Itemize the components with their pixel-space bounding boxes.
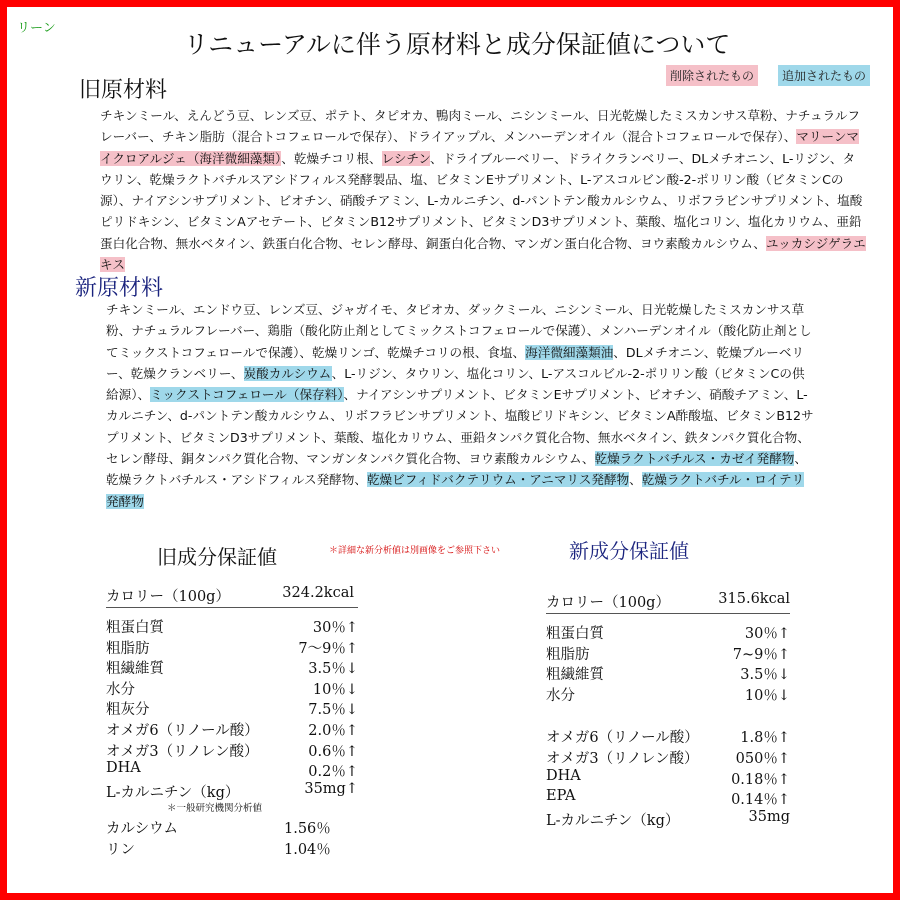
analysis-row [546, 684, 790, 705]
analysis-row [106, 657, 358, 678]
nutrient-value: 7.5％↓ [308, 702, 358, 719]
calorie-value: 315.6kcal [718, 591, 790, 607]
nutrient-label: EPA [546, 788, 576, 805]
nutrient-label: L-カルニチン（kg） [106, 784, 240, 801]
nutrient-label: 粗脂肪 [106, 640, 150, 657]
old-calorie-row [106, 583, 358, 608]
ingredient-text: 、L-リジン、タウリン、塩化コリン、L-アスコルビル-2-ポリリン酸（ビタミンCの供給源）、 [106, 365, 805, 403]
page-title: リニューアルに伴う原材料と成分保証値について [183, 30, 731, 59]
nutrient-label: 粗繊維質 [546, 667, 604, 684]
legend-deleted: 削除されたもの [666, 65, 758, 86]
deleted-ingredient: レシチン [381, 150, 430, 166]
nutrient-value: 1.8％↑ [740, 730, 790, 747]
analysis-row [106, 740, 358, 761]
nutrient-value: 7~9％↑ [732, 646, 790, 663]
row-gap [546, 704, 790, 726]
analysis-row [546, 809, 790, 830]
added-ingredient: 乾燥ラクトバチル・ロイテリ発酵物 [106, 472, 805, 509]
nutrient-value: 2.0％↑ [308, 722, 358, 739]
new-ingredients-text [106, 299, 816, 512]
ingredient-text: 、乾燥チコリ根、 [281, 150, 382, 166]
old-ingredients-heading: 旧原材料 [79, 78, 168, 103]
analysis-row [546, 747, 790, 768]
nutrient-label: オメガ3（リノレン酸） [546, 750, 699, 767]
nutrient-label: オメガ6（リノール酸） [546, 730, 699, 747]
nutrient-label: DHA [106, 760, 141, 777]
old-analysis-heading: 旧成分保証値 [157, 545, 277, 569]
nutrient-value: 050％↑ [735, 750, 790, 767]
deleted-ingredient: ユッカシジゲラエキス [100, 235, 866, 273]
nutrient-value: 7～9％↑ [298, 640, 358, 657]
ingredient-text: チキンミール、エンドウ豆、レンズ豆、ジャガイモ、タピオカ、ダックミール、ニシンミール、日光乾燥したミスカンサス草粉、ナチュラルフレーバー、鶏脂（酸化防止剤としてミックストコフェロールで保護）、メンハーデンオイル（酸化防止剤としてミックストコフェロールで保護）、乾燥リンゴ、乾燥チコリの根、食塩、 [106, 302, 812, 360]
analysis-row [546, 663, 790, 684]
nutrient-label: 粗繊維質 [106, 661, 164, 678]
nutrient-label: 水分 [546, 687, 575, 704]
nutrient-value: 0.2％↑ [308, 764, 358, 781]
analysis-row [106, 817, 358, 838]
calorie-label: カロリー（100g） [106, 589, 230, 605]
nutrient-value: 10％↓ [312, 681, 358, 698]
analysis-row [106, 637, 358, 658]
nutrient-label: オメガ6（リノール酸） [106, 722, 259, 739]
old-ingredients-text [100, 105, 866, 275]
analysis-row [106, 760, 358, 781]
nutrient-value: 0.6％↑ [308, 743, 358, 760]
ingredient-text: チキンミール、えんどう豆、レンズ豆、ポテト、タピオカ、鴨肉ミール、ニシンミール、日光乾燥したミスカンサス草粉、ナチュラルフレーバー、チキン脂肪（混合トコフェロールで保存）、ドライアップル、メンハーデンオイル（混合トコフェロールで保存）、 [100, 108, 861, 145]
analysis-row [106, 616, 358, 637]
analysis-row [546, 788, 790, 809]
nutrient-value: 3.5％↓ [740, 667, 790, 684]
added-ingredient: 乾燥ビフィドバクテリウム・アニマリス発酵物 [366, 472, 630, 488]
analysis-row [106, 698, 358, 719]
nutrient-label: 水分 [106, 681, 135, 698]
calorie-label: カロリー（100g） [546, 595, 670, 611]
nutrient-value: 35mg↑ [304, 780, 358, 797]
analysis-row [106, 838, 358, 859]
analysis-row [546, 726, 790, 747]
nutrient-label: 粗蛋白質 [546, 626, 604, 642]
new-ingredients-heading: 新原材料 [75, 276, 164, 301]
nutrient-label: リン [106, 841, 135, 858]
added-ingredient: 炭酸カルシウム [243, 365, 332, 381]
analysis-row [106, 719, 358, 740]
ingredient-text: 、乾燥ラクトバチルス・アシドフィルス発酵物、 [106, 451, 807, 488]
analysis-row [546, 643, 790, 664]
added-ingredient: 海洋微細藻類油 [525, 344, 614, 360]
nutrient-label: カルシウム [106, 821, 178, 838]
deleted-ingredient: マリーンマイクロアルジェ（海洋微細藻類） [100, 129, 860, 166]
nutrient-value: 30％↑ [744, 626, 790, 642]
nutrient-label: DHA [546, 767, 581, 784]
new-calorie-row [546, 589, 790, 614]
nutrient-value: 0.18％↑ [731, 771, 790, 788]
added-ingredient: 乾燥ラクトバチルス・カゼイ発酵物 [594, 451, 795, 467]
ingredient-text: 、ナイアシンサプリメント、ビタミンEサプリメント、ビオチン、硝酸チアミン、L-カルニチン、d-パントテン酸カルシウム、リボフラビンサプリメント、塩酸ピリドキシン、ビタミンA酢酸塩、ビタミンB12サプリメント、ビタミンD3サプリメント、葉酸、塩化カリウム、亜鉛タンパク質化合物、無水ベタイン、鉄タンパク質化合物、セレン酵母、銅タンパク質化合物、マンガンタンパク質化合物、ヨウ素酸カルシウム、 [106, 387, 814, 467]
analysis-row [106, 781, 358, 802]
nutrient-label: 粗蛋白質 [106, 620, 164, 636]
nutrient-value: 0.14％↑ [731, 792, 790, 809]
new-analysis-table [546, 589, 790, 829]
nutrient-value: 35mg [748, 808, 790, 825]
analysis-row [106, 678, 358, 699]
nutrient-value: 1.04％ [284, 841, 331, 858]
nutrient-value: 3.5％↓ [308, 661, 358, 678]
ingredient-text: 、DLメチオニン、乾燥ブルーベリー、乾燥クランベリー、 [106, 344, 805, 381]
sub-note: ＊一般研究機関分析値 [167, 803, 263, 815]
nutrient-label: 粗脂肪 [546, 646, 590, 663]
nutrient-value: 10％↓ [744, 687, 790, 704]
nutrient-label: 粗灰分 [106, 702, 150, 719]
ingredient-text: 、ドライブルーベリー、ドライクランベリー、DLメチオニン、L-リジン、タウリン、乾燥ラクトバチルスアシドフィルス発酵製品、塩、ビタミンEサプリメント、L-アスコルビン酸-2-ポリリン酸（ビタミンCの源）、ナイアシンサプリメント、ビオチン、硝酸チアミン、L-カルニチン、d-パントテン酸カルシウム、リボフラビンサプリメント、塩酸ピリドキシン、ビタミンAアセテート、ビタミンB12サプリメント、ビタミンD3サプリメント、葉酸、塩化コリン、塩化カリウム、亜鉛蛋白化合物、無水ベタイン、鉄蛋白化合物、セレン酵母、銅蛋白化合物、マンガン蛋白化合物、ヨウ素酸カルシウム、 [100, 150, 863, 251]
added-ingredient: ミックストコフェロール（保存料） [150, 387, 344, 403]
nutrient-value: 1.56％ [284, 821, 331, 838]
nutrient-value: 30％↑ [312, 620, 358, 636]
old-analysis-table [106, 583, 358, 859]
analysis-row [546, 768, 790, 789]
corner-label: リーン [17, 21, 56, 36]
analysis-row [546, 622, 790, 643]
nutrient-label: L-カルニチン（kg） [546, 812, 680, 829]
nutrient-label: オメガ3（リノレン酸） [106, 743, 259, 760]
calorie-value: 324.2kcal [282, 585, 354, 601]
ingredient-text: 、 [629, 472, 642, 488]
new-analysis-heading: 新成分保証値 [569, 539, 689, 563]
analysis-note: ＊詳細な新分析値は別画像をご参照下さい [329, 546, 501, 556]
legend-added: 追加されたもの [778, 65, 870, 86]
